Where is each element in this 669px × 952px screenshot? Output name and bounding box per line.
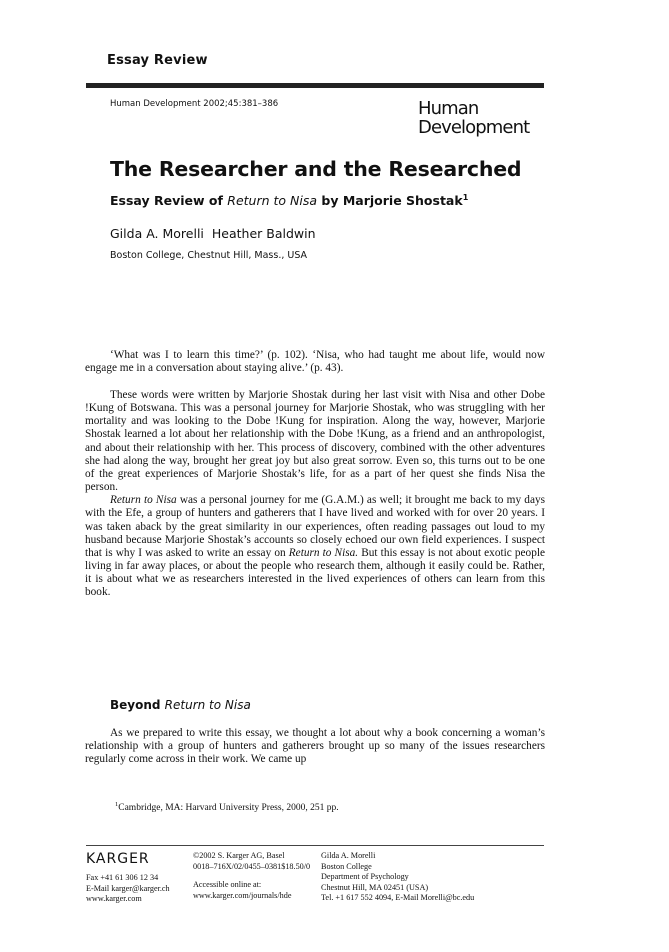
paragraph: These words were written by Marjorie Shostak during her last visit with Nisa and other Dobe !Kung of Botswana. This was a personal journey for Marjorie Shostak, who was struggling with her mortality and was looking to the Dobe !Kung for inspiration. Along the way, however, Marjorie Shostak learned a lot about her relationship with the Dobe !Kung, as a friend and an anthropologist, and about their relationship with her. This process of discovery, combined with the other adventures she had along the way, brought her great joy but also great sorrow. Even so, this turns out to be one of the great experiences of Marjorie Shostak’s life, for as a part of her quest she finds Nisa the person. <box>85 389 545 494</box>
publisher-website: www.karger.com <box>86 894 142 904</box>
contact-org: Boston College <box>321 861 372 871</box>
footnote-marker: 1 <box>462 193 469 202</box>
author-name: Gilda A. Morelli <box>110 226 204 241</box>
book-title: Return to Nisa <box>164 698 251 712</box>
journal-logo <box>418 99 546 137</box>
paragraph: As we prepared to write this essay, we thought a lot about why a book concerning a woman’s relationship with a group of hunters and gatherers brought up so many of the issues researchers regularly come across in their work. We came up <box>85 727 545 766</box>
body-paragraphs <box>85 389 545 600</box>
journal-logo-line1: Human <box>418 98 479 119</box>
book-title: Return to Nisa <box>110 494 177 507</box>
contact-dept: Department of Psychology <box>321 872 409 882</box>
subtitle-prefix: Essay Review of <box>110 193 228 209</box>
fax: Fax +41 61 306 12 34 <box>86 873 159 882</box>
issn: 0018–716X/02/0455–0381$18.50/0 <box>193 861 311 871</box>
article-title: The Researcher and the Researched <box>110 157 522 181</box>
subtitle-suffix: by Marjorie Shostak <box>317 193 463 209</box>
epigraph-text: ‘What was I to learn this time?’ (p. 102). ‘Nisa, who had taught me about life, would now engage me in a conversation about staying alive.’ (p. 43). <box>85 349 545 375</box>
header-rule <box>86 83 544 88</box>
article-subtitle <box>110 193 468 208</box>
publisher-contact <box>86 873 170 905</box>
section-label: Essay Review <box>107 53 208 68</box>
author-affiliation: Boston College, Chestnut Hill, Mass., USA <box>110 250 308 261</box>
journal-logo-line2: Development <box>418 117 530 138</box>
footnote-mark: 1 <box>115 801 119 808</box>
subtitle-book-title: Return to Nisa <box>227 193 318 209</box>
section-heading: Beyond Return to Nisa <box>110 698 251 712</box>
contact-name: Gilda A. Morelli <box>321 851 376 860</box>
journal-citation: Human Development 2002;45:381–386 <box>110 99 279 109</box>
copyright-info <box>193 851 310 901</box>
paragraph: Return to Nisa was a personal journey for me (G.A.M.) as well; it brought me back to my days with the Efe, a group of hunters and gatherers that I have lived and worked with for over 20 years. I was taken aback by the great similarity in our experiences, often reading passages out loud to my husband because Marjorie Shostak’s accounts so closely echoed our own field experiences. I suspect that is why I was asked to write an essay on Return to Nisa. But this essay is not about exotic people living in far away places, or about the people who research them, although it easily could be. Rather, it is about what we as researchers interested in the lived experiences of others can learn from this book. <box>85 494 545 599</box>
publisher-email: E-Mail karger@karger.ch <box>86 883 170 893</box>
book-title: Return to Nisa. <box>288 546 359 559</box>
accessible-label: Accessible online at: <box>193 880 262 890</box>
correspondence-address <box>321 851 474 904</box>
footnote-text: Cambridge, MA: Harvard University Press, 2000, 251 pp. <box>118 803 339 814</box>
epigraph <box>85 349 545 375</box>
footer-rule <box>86 845 544 846</box>
author-name: Heather Baldwin <box>211 226 316 241</box>
copyright: ©2002 S. Karger AG, Basel <box>193 851 285 860</box>
contact-city: Chestnut Hill, MA 02451 (USA) <box>321 882 429 892</box>
publisher-logo: KARGER <box>86 851 150 867</box>
contact-tel-email: Tel. +1 617 552 4094, E-Mail Morelli@bc.edu <box>321 893 475 903</box>
footnote <box>115 801 339 813</box>
author-list <box>110 226 316 241</box>
body-paragraphs <box>85 727 545 766</box>
accessible-url: www.karger.com/journals/hde <box>193 890 292 900</box>
